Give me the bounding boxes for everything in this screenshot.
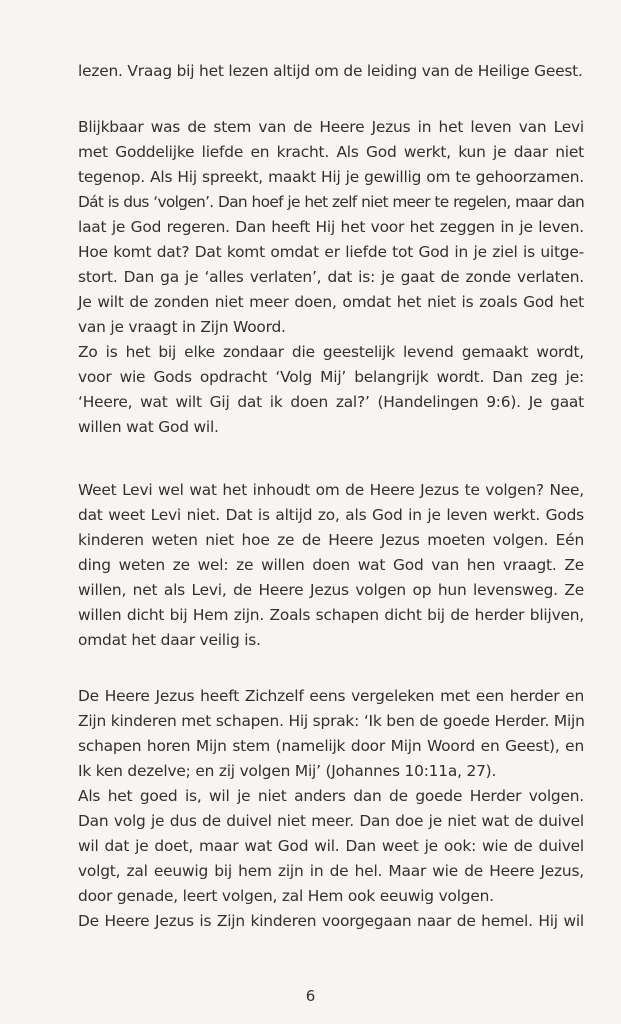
text-line: volgt, zal eeuwig bij hem zijn in de hel. Maar wie de Heere Jezus,	[78, 862, 584, 880]
text-line: Je wilt de zonden niet meer doen, omdat het niet is zoals God het	[78, 293, 584, 311]
text-line: willen wat God wil.	[78, 418, 219, 436]
text-line: willen dicht bij Hem zijn. Zoals schapen dicht bij de herder blijven,	[78, 606, 584, 624]
text-line: met Goddelijke liefde en kracht. Als God werkt, kun je daar niet	[78, 143, 584, 161]
text-line: omdat het daar veilig is.	[78, 631, 261, 649]
text-line: voor wie Gods opdracht ‘Volg Mij’ belangrijk wordt. Dan zeg je:	[78, 368, 584, 386]
text-line: Dan volg je dus de duivel niet meer. Dan doe je niet wat de duivel	[78, 812, 584, 830]
text-line: Dát is dus ‘volgen’. Dan hoef je het zelf niet meer te regelen, maar dan	[78, 193, 584, 211]
text-line: Hoe komt dat? Dat komt omdat er liefde tot God in je ziel is uitge-	[78, 243, 584, 261]
text-line: willen, net als Levi, de Heere Jezus volgen op hun levensweg. Ze	[78, 581, 584, 599]
text-line: laat je God regeren. Dan heeft Hij het voor het zeggen in je leven.	[78, 218, 584, 236]
text-line: Blijkbaar was de stem van de Heere Jezus in het leven van Levi	[78, 118, 584, 136]
text-line: ding weten ze wel: ze willen doen wat God van hen vraagt. Ze	[78, 556, 584, 574]
text-line: wil dat je doet, maar wat God wil. Dan weet je ook: wie de duivel	[78, 837, 584, 855]
text-line: dat weet Levi niet. Dat is altijd zo, als God in je leven werkt. Gods	[78, 506, 584, 524]
text-line: stort. Dan ga je ‘alles verlaten’, dat is: je gaat de zonde verlaten.	[78, 268, 584, 286]
text-line: ‘Heere, wat wilt Gij dat ik doen zal?’ (Handelingen 9:6). Je gaat	[78, 393, 584, 411]
page-number: 6	[305, 987, 316, 1005]
text-line: door genade, leert volgen, zal Hem ook eeuwig volgen.	[78, 887, 494, 905]
text-line: kinderen weten niet hoe ze de Heere Jezus moeten volgen. Eén	[78, 531, 584, 549]
text-line: tegenop. Als Hij spreekt, maakt Hij je gewillig om te gehoorzamen.	[78, 168, 584, 186]
text-line: schapen horen Mijn stem (namelijk door Mijn Woord en Geest), en	[78, 737, 584, 755]
text-line: De Heere Jezus is Zijn kinderen voorgegaan naar de hemel. Hij wil	[78, 912, 584, 930]
text-line: van je vraagt in Zijn Woord.	[78, 318, 286, 336]
text-line: Zo is het bij elke zondaar die geestelijk levend gemaakt wordt,	[78, 343, 584, 361]
text-line: Zijn kinderen met schapen. Hij sprak: ‘Ik ben de goede Herder. Mijn	[78, 712, 585, 730]
text-line: Als het goed is, wil je niet anders dan de goede Herder volgen.	[78, 787, 584, 805]
text-line: Weet Levi wel wat het inhoudt om de Heere Jezus te volgen? Nee,	[78, 481, 584, 499]
text-line: lezen. Vraag bij het lezen altijd om de leiding van de Heilige Geest.	[78, 62, 583, 80]
text-line: De Heere Jezus heeft Zichzelf eens vergeleken met een herder en	[78, 687, 584, 705]
text-line: Ik ken dezelve; en zij volgen Mij’ (Johannes 10:11a, 27).	[78, 762, 497, 780]
